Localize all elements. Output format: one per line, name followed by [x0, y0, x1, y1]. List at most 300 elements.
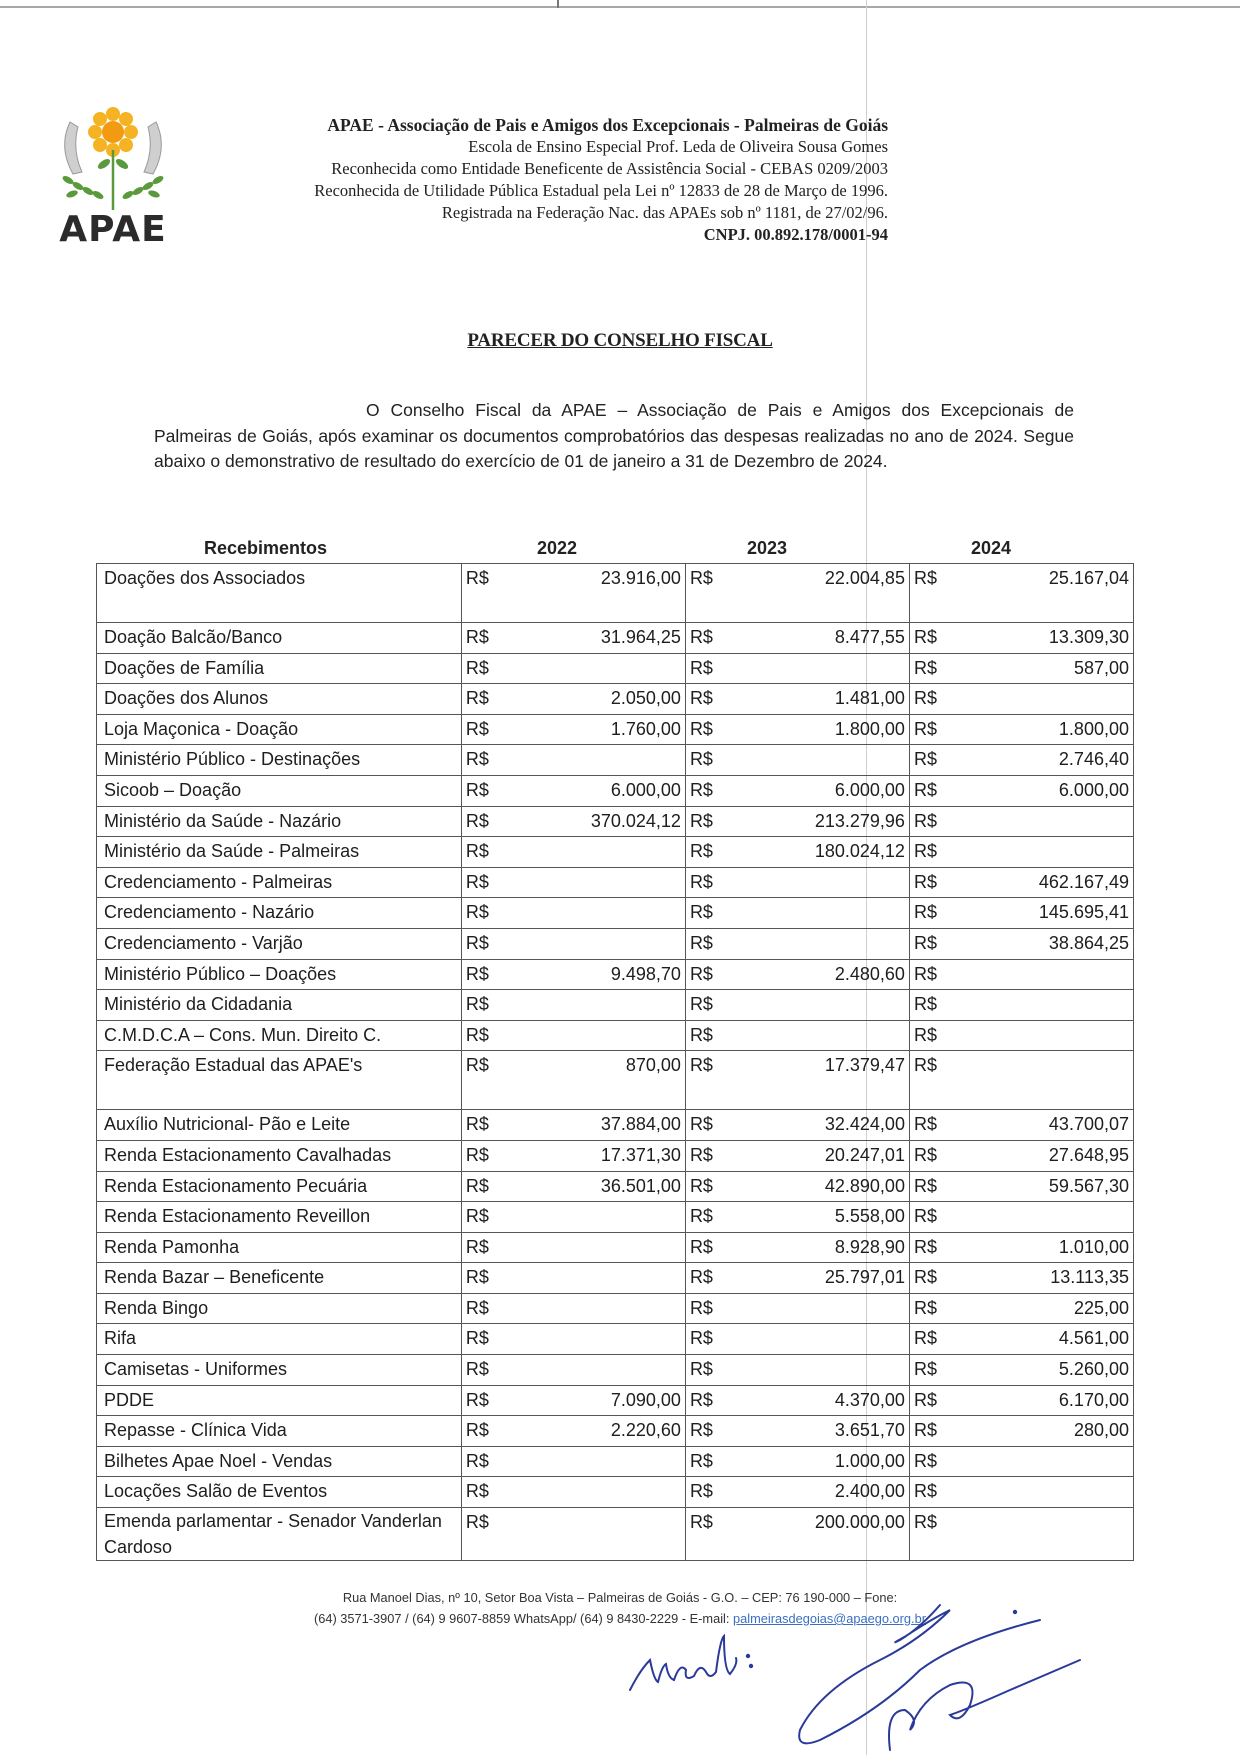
- row-label: PDDE: [97, 1385, 462, 1416]
- amount: 17.379,47: [824, 1055, 905, 1076]
- amount: 1.760,00: [610, 718, 681, 739]
- row-label: Doações dos Alunos: [97, 684, 462, 715]
- value-cell-2024: [909, 1508, 1133, 1561]
- amount: 4.561,00: [1058, 1328, 1129, 1349]
- amount: 31.964,25: [600, 627, 681, 647]
- amount: 25.797,01: [824, 1267, 905, 1288]
- currency-symbol: R$: [465, 932, 489, 953]
- currency-symbol: R$: [913, 841, 937, 862]
- currency-symbol: R$: [465, 657, 489, 678]
- value-cell-2022: [461, 1293, 685, 1324]
- currency-symbol: R$: [465, 1512, 489, 1533]
- row-label: Repasse - Clínica Vida: [97, 1416, 462, 1447]
- apae-logo: [48, 102, 178, 250]
- currency-symbol: R$: [689, 810, 713, 831]
- currency-symbol: R$: [689, 994, 713, 1015]
- value-cell-2024: [909, 1140, 1133, 1171]
- currency-symbol: R$: [913, 1328, 937, 1349]
- currency-symbol: R$: [913, 994, 937, 1015]
- value-cell-2022: [461, 745, 685, 776]
- value-cell-2024: [909, 1020, 1133, 1051]
- value-cell-2023: [685, 1202, 909, 1233]
- currency-symbol: R$: [913, 657, 937, 678]
- currency-symbol: R$: [689, 1420, 713, 1441]
- currency-symbol: R$: [465, 1114, 489, 1135]
- currency-symbol: R$: [913, 1512, 937, 1533]
- currency-symbol: R$: [465, 902, 489, 923]
- currency-symbol: R$: [913, 627, 937, 647]
- table-row: [97, 775, 1134, 806]
- currency-symbol: R$: [689, 749, 713, 770]
- footer-phones: (64) 3571-3907 / (64) 9 9607-8859 WhatsApp/ (64) 9 8430-2229 - E-mail:: [314, 1611, 733, 1626]
- currency-symbol: R$: [689, 779, 713, 800]
- currency-symbol: R$: [689, 1175, 713, 1196]
- amount: 2.480,60: [834, 963, 905, 984]
- value-cell-2024: [909, 1385, 1133, 1416]
- scan-mark: [557, 0, 559, 8]
- amount: 280,00: [1073, 1420, 1129, 1441]
- currency-symbol: R$: [465, 841, 489, 862]
- amount: 145.695,41: [1038, 902, 1129, 923]
- table-row: [97, 1051, 1134, 1110]
- amount: 4.370,00: [834, 1389, 905, 1410]
- table-row: [97, 564, 1134, 623]
- currency-symbol: R$: [913, 1114, 937, 1135]
- amount: 6.170,00: [1058, 1389, 1129, 1410]
- currency-symbol: R$: [913, 932, 937, 953]
- currency-symbol: R$: [689, 1389, 713, 1410]
- currency-symbol: R$: [913, 1450, 937, 1471]
- table-row: [97, 1140, 1134, 1171]
- header-2022: 2022: [537, 538, 578, 558]
- currency-symbol: R$: [689, 1024, 713, 1045]
- row-label: Loja Maçonica - Doação: [97, 714, 462, 745]
- currency-symbol: R$: [913, 1024, 937, 1045]
- value-cell-2024: [909, 898, 1133, 929]
- signatures: [620, 1600, 1240, 1755]
- receipts-table: [96, 563, 1134, 1561]
- currency-symbol: R$: [689, 688, 713, 709]
- currency-symbol: R$: [465, 1206, 489, 1227]
- currency-symbol: R$: [689, 1450, 713, 1471]
- value-cell-2023: [685, 714, 909, 745]
- amount: 32.424,00: [824, 1114, 905, 1135]
- row-label: Renda Pamonha: [97, 1232, 462, 1263]
- value-cell-2023: [685, 1293, 909, 1324]
- table-row: [97, 745, 1134, 776]
- value-cell-2022: [461, 1324, 685, 1355]
- value-cell-2022: [461, 1355, 685, 1386]
- amount: 213.279,96: [814, 810, 905, 831]
- amount: 43.700,07: [1048, 1114, 1129, 1135]
- value-cell-2022: [461, 1446, 685, 1477]
- currency-symbol: R$: [465, 568, 489, 588]
- value-cell-2024: [909, 684, 1133, 715]
- value-cell-2023: [685, 1324, 909, 1355]
- letterhead-line: Reconhecida de Utilidade Pública Estadual pela Lei nº 12833 de 28 de Março de 1996.: [314, 181, 888, 200]
- row-label: Doações dos Associados: [97, 564, 462, 623]
- row-label: Doações de Família: [97, 653, 462, 684]
- currency-symbol: R$: [913, 902, 937, 923]
- row-label: Ministério Público – Doações: [97, 959, 462, 990]
- amount: 180.024,12: [814, 841, 905, 862]
- value-cell-2022: [461, 1110, 685, 1141]
- table-row: [97, 1202, 1134, 1233]
- letterhead: [314, 114, 888, 246]
- currency-symbol: R$: [689, 1359, 713, 1380]
- flower-hands-icon: [48, 102, 178, 212]
- amount: 2.050,00: [610, 688, 681, 709]
- amount: 1.800,00: [1058, 718, 1129, 739]
- currency-symbol: R$: [689, 718, 713, 739]
- value-cell-2024: [909, 837, 1133, 868]
- currency-symbol: R$: [913, 1389, 937, 1410]
- value-cell-2022: [461, 1140, 685, 1171]
- row-label: C.M.D.C.A – Cons. Mun. Direito C.: [97, 1020, 462, 1051]
- value-cell-2023: [685, 623, 909, 654]
- currency-symbol: R$: [465, 1359, 489, 1380]
- value-cell-2023: [685, 990, 909, 1021]
- table-row: [97, 1477, 1134, 1508]
- value-cell-2023: [685, 1416, 909, 1447]
- value-cell-2024: [909, 1416, 1133, 1447]
- amount: 13.309,30: [1048, 627, 1129, 647]
- amount: 1.481,00: [834, 688, 905, 709]
- value-cell-2022: [461, 837, 685, 868]
- currency-symbol: R$: [465, 749, 489, 770]
- table-row: [97, 1446, 1134, 1477]
- row-label: Sicoob – Doação: [97, 775, 462, 806]
- value-cell-2024: [909, 867, 1133, 898]
- amount: 587,00: [1073, 657, 1129, 678]
- currency-symbol: R$: [913, 1236, 937, 1257]
- letterhead-line: Escola de Ensino Especial Prof. Leda de Oliveira Sousa Gomes: [468, 137, 888, 156]
- amount: 2.220,60: [610, 1420, 681, 1441]
- amount: 370.024,12: [590, 810, 681, 831]
- value-cell-2023: [685, 1171, 909, 1202]
- row-label: Ministério Público - Destinações: [97, 745, 462, 776]
- currency-symbol: R$: [465, 963, 489, 984]
- value-cell-2023: [685, 684, 909, 715]
- amount: 870,00: [625, 1055, 681, 1076]
- currency-symbol: R$: [465, 779, 489, 800]
- row-label: Federação Estadual das APAE's: [97, 1051, 462, 1110]
- row-label: Auxílio Nutricional- Pão e Leite: [97, 1110, 462, 1141]
- value-cell-2023: [685, 928, 909, 959]
- value-cell-2023: [685, 775, 909, 806]
- value-cell-2024: [909, 1263, 1133, 1294]
- table-row: [97, 806, 1134, 837]
- table-row: [97, 623, 1134, 654]
- row-label: Credenciamento - Nazário: [97, 898, 462, 929]
- currency-symbol: R$: [913, 718, 937, 739]
- value-cell-2022: [461, 1202, 685, 1233]
- currency-symbol: R$: [689, 1512, 713, 1533]
- value-cell-2022: [461, 806, 685, 837]
- currency-symbol: R$: [465, 1389, 489, 1410]
- currency-symbol: R$: [913, 810, 937, 831]
- value-cell-2022: [461, 898, 685, 929]
- row-label: Renda Estacionamento Cavalhadas: [97, 1140, 462, 1171]
- value-cell-2023: [685, 959, 909, 990]
- currency-symbol: R$: [913, 779, 937, 800]
- table-row: [97, 1171, 1134, 1202]
- amount: 36.501,00: [600, 1175, 681, 1196]
- currency-symbol: R$: [465, 1267, 489, 1288]
- value-cell-2022: [461, 1051, 685, 1110]
- table-row: [97, 1110, 1134, 1141]
- currency-symbol: R$: [689, 1144, 713, 1165]
- table-row: [97, 1355, 1134, 1386]
- currency-symbol: R$: [465, 810, 489, 831]
- table-row: [97, 837, 1134, 868]
- row-label: Renda Bazar – Beneficente: [97, 1263, 462, 1294]
- scan-edge: [0, 6, 1240, 8]
- value-cell-2024: [909, 1110, 1133, 1141]
- row-label: Credenciamento - Varjão: [97, 928, 462, 959]
- value-cell-2024: [909, 959, 1133, 990]
- currency-symbol: R$: [913, 1055, 937, 1076]
- amount: 2.746,40: [1058, 749, 1129, 770]
- table-header: [96, 536, 1136, 562]
- currency-symbol: R$: [913, 568, 937, 588]
- amount: 7.090,00: [610, 1389, 681, 1410]
- amount: 38.864,25: [1048, 932, 1129, 953]
- header-2023: 2023: [747, 538, 788, 558]
- value-cell-2024: [909, 653, 1133, 684]
- amount: 3.651,70: [834, 1420, 905, 1441]
- currency-symbol: R$: [465, 1420, 489, 1441]
- table-row: [97, 684, 1134, 715]
- value-cell-2022: [461, 775, 685, 806]
- value-cell-2022: [461, 1508, 685, 1561]
- value-cell-2022: [461, 714, 685, 745]
- value-cell-2023: [685, 1385, 909, 1416]
- amount: 23.916,00: [600, 568, 681, 588]
- value-cell-2023: [685, 1477, 909, 1508]
- intro-paragraph: O Conselho Fiscal da APAE – Associação de Pais e Amigos dos Excepcionais de Palmeiras de Goiás, após examinar os documentos comprobatórios das despesas realizadas no ano de 2024. Segue abaixo o demonstrativo de resultado do exercício de 01 de janeiro a 31 de Dezembro de 2024.: [154, 400, 1074, 471]
- row-label: Rifa: [97, 1324, 462, 1355]
- currency-symbol: R$: [689, 1206, 713, 1227]
- amount: 462.167,49: [1038, 871, 1129, 892]
- value-cell-2023: [685, 1140, 909, 1171]
- value-cell-2024: [909, 564, 1133, 623]
- value-cell-2022: [461, 990, 685, 1021]
- amount: 225,00: [1073, 1297, 1129, 1318]
- amount: 1.000,00: [834, 1450, 905, 1471]
- value-cell-2023: [685, 837, 909, 868]
- amount: 6.000,00: [834, 779, 905, 800]
- table-row: [97, 928, 1134, 959]
- value-cell-2024: [909, 745, 1133, 776]
- currency-symbol: R$: [465, 718, 489, 739]
- value-cell-2023: [685, 1020, 909, 1051]
- currency-symbol: R$: [465, 1481, 489, 1502]
- signature-loop: [799, 1605, 1040, 1743]
- currency-symbol: R$: [689, 902, 713, 923]
- table-row: [97, 1232, 1134, 1263]
- table-row: [97, 990, 1134, 1021]
- value-cell-2024: [909, 1232, 1133, 1263]
- table-row: [97, 1293, 1134, 1324]
- currency-symbol: R$: [913, 1297, 937, 1318]
- value-cell-2024: [909, 1202, 1133, 1233]
- row-label: Renda Estacionamento Pecuária: [97, 1171, 462, 1202]
- currency-symbol: R$: [689, 1481, 713, 1502]
- amount: 1.800,00: [834, 718, 905, 739]
- value-cell-2022: [461, 1385, 685, 1416]
- amount: 6.000,00: [1058, 779, 1129, 800]
- table-row: [97, 653, 1134, 684]
- currency-symbol: R$: [689, 932, 713, 953]
- amount: 1.010,00: [1058, 1236, 1129, 1257]
- currency-symbol: R$: [913, 1144, 937, 1165]
- row-label: Emenda parlamentar - Senador Vanderlan Cardoso: [97, 1508, 462, 1561]
- header-2024: 2024: [971, 538, 1012, 558]
- row-label: Ministério da Saúde - Palmeiras: [97, 837, 462, 868]
- header-recebimentos: Recebimentos: [204, 538, 328, 558]
- currency-symbol: R$: [913, 1267, 937, 1288]
- amount: 25.167,04: [1048, 568, 1129, 588]
- currency-symbol: R$: [913, 963, 937, 984]
- currency-symbol: R$: [465, 1175, 489, 1196]
- table-row: [97, 898, 1134, 929]
- currency-symbol: R$: [465, 1024, 489, 1045]
- value-cell-2023: [685, 1508, 909, 1561]
- value-cell-2024: [909, 714, 1133, 745]
- currency-symbol: R$: [465, 1450, 489, 1471]
- currency-symbol: R$: [689, 1055, 713, 1076]
- currency-symbol: R$: [465, 994, 489, 1015]
- value-cell-2022: [461, 1263, 685, 1294]
- currency-symbol: R$: [913, 688, 937, 709]
- amount: 27.648,95: [1048, 1144, 1129, 1165]
- currency-symbol: R$: [465, 627, 489, 647]
- amount: 200.000,00: [814, 1512, 905, 1533]
- table-row: [97, 1416, 1134, 1447]
- currency-symbol: R$: [689, 1267, 713, 1288]
- amount: 8.928,90: [834, 1236, 905, 1257]
- value-cell-2024: [909, 1324, 1133, 1355]
- currency-symbol: R$: [465, 688, 489, 709]
- footer-address: Rua Manoel Dias, nº 10, Setor Boa Vista – Palmeiras de Goiás - G.O. – CEP: 76 190-000 – Fone:: [342, 1590, 898, 1605]
- value-cell-2023: [685, 1446, 909, 1477]
- currency-symbol: R$: [913, 1420, 937, 1441]
- value-cell-2023: [685, 806, 909, 837]
- currency-symbol: R$: [913, 1175, 937, 1196]
- row-label: Ministério da Saúde - Nazário: [97, 806, 462, 837]
- currency-symbol: R$: [465, 1328, 489, 1349]
- value-cell-2022: [461, 1416, 685, 1447]
- currency-symbol: R$: [465, 1055, 489, 1076]
- table-row: [97, 1263, 1134, 1294]
- value-cell-2023: [685, 653, 909, 684]
- value-cell-2023: [685, 1355, 909, 1386]
- currency-symbol: R$: [689, 1114, 713, 1135]
- row-label: Bilhetes Apae Noel - Vendas: [97, 1446, 462, 1477]
- amount: 13.113,35: [1050, 1267, 1129, 1288]
- row-label: Camisetas - Uniformes: [97, 1355, 462, 1386]
- value-cell-2024: [909, 1446, 1133, 1477]
- email-link[interactable]: palmeirasdegoias@apaego.org.br: [733, 1611, 926, 1626]
- amount: 59.567,30: [1048, 1175, 1129, 1196]
- currency-symbol: R$: [913, 1481, 937, 1502]
- table-row: [97, 1385, 1134, 1416]
- amount: 20.247,01: [824, 1144, 905, 1165]
- currency-symbol: R$: [689, 871, 713, 892]
- currency-symbol: R$: [913, 749, 937, 770]
- amount: 9.498,70: [610, 963, 681, 984]
- value-cell-2024: [909, 806, 1133, 837]
- value-cell-2024: [909, 1171, 1133, 1202]
- value-cell-2023: [685, 1232, 909, 1263]
- value-cell-2022: [461, 1171, 685, 1202]
- row-label: Doação Balcão/Banco: [97, 623, 462, 654]
- logo-wordmark: APAE: [59, 209, 167, 250]
- row-label: Credenciamento - Palmeiras: [97, 867, 462, 898]
- value-cell-2024: [909, 1355, 1133, 1386]
- value-cell-2023: [685, 1051, 909, 1110]
- value-cell-2022: [461, 684, 685, 715]
- currency-symbol: R$: [465, 1236, 489, 1257]
- letterhead-line: Registrada na Federação Nac. das APAEs sob nº 1181, de 27/02/96.: [441, 203, 888, 222]
- currency-symbol: R$: [689, 627, 713, 647]
- organization-name: APAE - Associação de Pais e Amigos dos Excepcionais - Palmeiras de Goiás: [327, 115, 888, 135]
- value-cell-2022: [461, 564, 685, 623]
- value-cell-2024: [909, 1051, 1133, 1110]
- value-cell-2023: [685, 898, 909, 929]
- row-label: Renda Estacionamento Reveillon: [97, 1202, 462, 1233]
- value-cell-2023: [685, 1263, 909, 1294]
- row-label: Renda Bingo: [97, 1293, 462, 1324]
- value-cell-2024: [909, 1477, 1133, 1508]
- value-cell-2022: [461, 928, 685, 959]
- value-cell-2024: [909, 1293, 1133, 1324]
- value-cell-2022: [461, 959, 685, 990]
- value-cell-2024: [909, 928, 1133, 959]
- currency-symbol: R$: [465, 1144, 489, 1165]
- row-label: Locações Salão de Eventos: [97, 1477, 462, 1508]
- value-cell-2022: [461, 867, 685, 898]
- value-cell-2022: [461, 623, 685, 654]
- cnpj: CNPJ. 00.892.178/0001-94: [703, 225, 888, 244]
- currency-symbol: R$: [689, 1236, 713, 1257]
- letterhead-line: Reconhecida como Entidade Beneficente de Assistência Social - CEBAS 0209/2003: [331, 159, 888, 178]
- amount: 17.371,30: [600, 1144, 681, 1165]
- value-cell-2023: [685, 745, 909, 776]
- table-row: [97, 1324, 1134, 1355]
- currency-symbol: R$: [913, 1206, 937, 1227]
- amount: 5.558,00: [834, 1206, 905, 1227]
- value-cell-2024: [909, 990, 1133, 1021]
- currency-symbol: R$: [913, 871, 937, 892]
- value-cell-2023: [685, 1110, 909, 1141]
- value-cell-2023: [685, 867, 909, 898]
- table-row: [97, 1508, 1134, 1561]
- row-label: Ministério da Cidadania: [97, 990, 462, 1021]
- amount: 22.004,85: [824, 568, 905, 588]
- value-cell-2024: [909, 623, 1133, 654]
- table-row: [97, 867, 1134, 898]
- value-cell-2022: [461, 653, 685, 684]
- document-title: PARECER DO CONSELHO FISCAL: [467, 330, 773, 351]
- amount: 6.000,00: [610, 779, 681, 800]
- currency-symbol: R$: [689, 963, 713, 984]
- amount: 2.400,00: [834, 1481, 905, 1502]
- table-row: [97, 714, 1134, 745]
- currency-symbol: R$: [689, 568, 713, 588]
- amount: 5.260,00: [1058, 1359, 1129, 1380]
